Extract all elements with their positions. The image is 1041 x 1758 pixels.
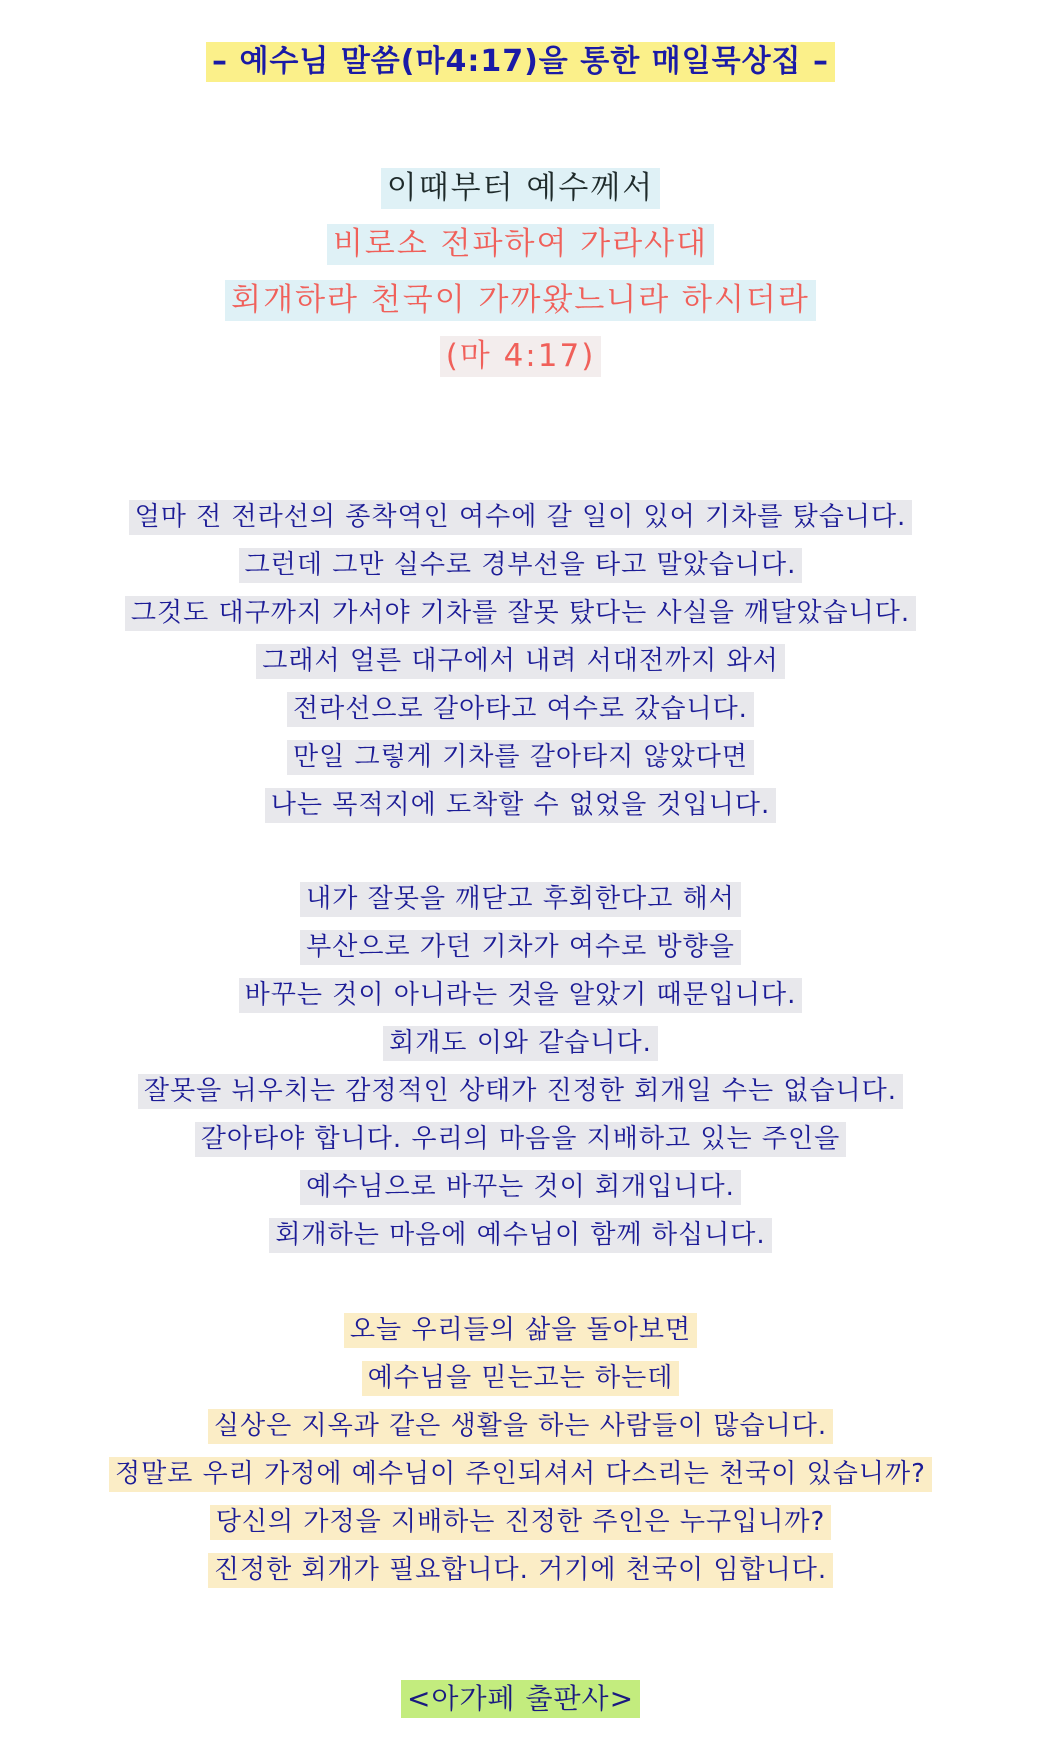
paragraph-line: 실상은 지옥과 같은 생활을 하는 사람들이 많습니다. [208,1409,833,1444]
verse-line-1: 이때부터 예수께서 [381,168,660,209]
paragraph-line: 나는 목적지에 도착할 수 없었을 것입니다. [265,788,777,823]
paragraph-line: 만일 그렇게 기차를 갈아타지 않았다면 [287,740,754,775]
paragraph-line: 진정한 회개가 필요합니다. 거기에 천국이 임합니다. [208,1553,833,1588]
paragraph-line: 회개도 이와 같습니다. [383,1026,658,1061]
publisher-name: <아가페 출판사> [401,1680,640,1718]
paragraph-line: 예수님으로 바꾸는 것이 회개입니다. [300,1170,741,1205]
paragraph-line: 당신의 가정을 지배하는 진정한 주인은 누구입니까? [210,1505,832,1540]
paragraph-3 [0,1313,1041,1601]
scripture-verse [0,168,1041,392]
paragraph-line: 얼마 전 전라선의 종착역인 여수에 갈 일이 있어 기차를 탔습니다. [129,500,913,535]
paragraph-line: 오늘 우리들의 삶을 돌아보면 [344,1313,697,1348]
paragraph-line: 전라선으로 갈아타고 여수로 갔습니다. [287,692,754,727]
paragraph-line: 그것도 대구까지 가서야 기차를 잘못 탔다는 사실을 깨달았습니다. [125,596,916,631]
paragraph-line: 잘못을 뉘우치는 감정적인 상태가 진정한 회개일 수는 없습니다. [138,1074,903,1109]
verse-line-3: 회개하라 천국이 가까왔느니라 하시더라 [225,280,816,321]
verse-line-2: 비로소 전파하여 가라사대 [327,224,714,265]
paragraph-line: 그런데 그만 실수로 경부선을 타고 말았습니다. [239,548,803,583]
paragraph-line: 정말로 우리 가정에 예수님이 주인되셔서 다스리는 천국이 있습니까? [109,1457,932,1492]
paragraph-line: 그래서 얼른 대구에서 내려 서대전까지 와서 [256,644,784,679]
paragraph-line: 부산으로 가던 기차가 여수로 방향을 [300,930,741,965]
paragraph-line: 갈아타야 합니다. 우리의 마음을 지배하고 있는 주인을 [195,1122,846,1157]
paragraph-line: 회개하는 마음에 예수님이 함께 하십니다. [269,1218,771,1253]
paragraph-line: 내가 잘못을 깨닫고 후회한다고 해서 [300,882,741,917]
paragraph-line: 예수님을 믿는고는 하는데 [362,1361,680,1396]
paragraph-1 [0,500,1041,836]
paragraph-2 [0,882,1041,1266]
page-footer [0,1680,1041,1718]
page-title: – 예수님 말씀(마4:17)을 통한 매일묵상집 – [206,42,835,82]
paragraph-line: 바꾸는 것이 아니라는 것을 알았기 때문입니다. [239,978,803,1013]
page-header [0,42,1041,82]
verse-reference: (마 4:17) [440,336,602,377]
